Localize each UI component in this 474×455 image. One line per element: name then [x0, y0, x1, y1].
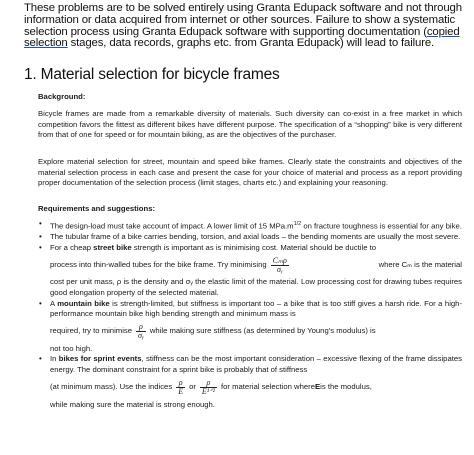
background-para-2: Explore material selection for street, mountain and speed bike frames. Clearly state the constraints and objectives of the material selection process in each case and present the case for your choice of material and process as a report providing proper documentation of the selection process (limit stages, charts etc.) and explaining your reasoning. — [38, 157, 462, 188]
req4-bold: mountain bike — [57, 298, 110, 308]
req5-bold-e: E — [315, 382, 321, 392]
requirement-item-street-bike — [38, 243, 462, 299]
mountain-index-denominator: σᵧ — [138, 331, 144, 341]
req1-text-b: on fracture toughness is essential for any bike. — [301, 221, 462, 231]
req3-text-e: cost per unit mass, ρ is the density and σᵧ the elastic limit of the material. Low processing cost for drawing tubes requires good elongation property of the selected material. — [50, 277, 462, 297]
street-index-denominator: σᵧ — [276, 264, 283, 274]
req5-equation-line — [50, 376, 462, 400]
requirement-item-bending — [38, 232, 462, 243]
req3-bold: street bike — [93, 242, 132, 252]
intro-text-1: These problems are to be solved entirely using Granta Edupack software and not through information or data acquired from internet or other sources. Failure to show a systematic selection process using Granta Edupack software with supporting documentation ( — [24, 2, 462, 38]
req1-sup: 1/2 — [293, 221, 302, 227]
mountain-bike-index-fraction — [136, 323, 146, 340]
intro-text-2: stages, data records, graphs etc. from Granta Edupack) will lead to failure. — [67, 37, 435, 50]
street-index-numerator: Cₘρ — [272, 255, 287, 265]
requirements-list — [38, 219, 462, 410]
req1-text-a: The design-load must take account of impact. A lower limit of 15 MPa.m — [50, 221, 294, 231]
req3-equation-line — [50, 253, 462, 277]
req4-text-b: is strength-limited, but stiffness is important too – a bike that is too stiff gives a harsh ride. For a high-performance mountain bike high bending strength and minimum mass is — [50, 298, 463, 319]
req3-text-b: strength is important as is minimising cost. Material should be ductile to — [131, 242, 377, 252]
requirements-heading-text: Requirements and suggestions: — [38, 204, 156, 213]
requirement-item-sprint-bike — [38, 354, 462, 410]
intro-paragraph — [24, 3, 472, 50]
req4-text-e: not too high. — [50, 343, 93, 353]
sprint-index-fraction-1 — [176, 379, 185, 396]
req3-text-c: process into thin-walled tubes for the bike frame. Try minimising — [50, 260, 267, 270]
req4-text-c: required, try to minimise — [50, 326, 133, 336]
req5-bold: bikes for sprint events — [58, 354, 142, 364]
req5-text-a: In — [50, 354, 59, 364]
sprint-index2-denominator: E¹ᐟ² — [201, 387, 215, 396]
req3-text-d: where Cₘ is the material — [378, 260, 462, 270]
req5-text-b: , stiffness can be the most important consideration – excessive flexing of the frame dissipates energy. The dominant constraint for a sprint bike is probably that of stiffness — [50, 354, 462, 374]
req5-or: or — [189, 382, 196, 392]
requirement-item-mountain-bike — [38, 299, 462, 355]
background-heading — [38, 92, 462, 103]
req2-text: The tubular frame of a bike carries bending, torsion, and axial loads – the bending moments are usually the most severe. — [50, 232, 461, 242]
req3-text-a: For a cheap — [50, 242, 94, 252]
intro-underlined-copied: copied — [426, 25, 460, 38]
intro-underlined-selection: selection — [24, 37, 68, 50]
req4-text-a: A — [50, 298, 58, 308]
req4-equation-line — [50, 320, 462, 344]
section-title: 1. Material selection for bicycle frames — [24, 66, 280, 83]
mountain-index-numerator: ρ — [136, 323, 146, 332]
requirements-heading — [38, 204, 462, 215]
sprint-index2-numerator: ρ — [200, 379, 217, 388]
req5-text-d2: is the modulus, — [320, 382, 372, 392]
sprint-index1-denominator: E — [178, 387, 184, 396]
background-para-1: Bicycle frames are made from a remarkable diversity of materials. Such diversity can co-exist in a free market in which competition favors the fittest as different bikes have different purpose. The specification of a “shopping” bike is very different from that of one for speed or for mountain biking, as are the objectives of the purchaser. — [38, 109, 462, 140]
street-bike-index-fraction — [271, 257, 289, 274]
sprint-index1-numerator: ρ — [176, 379, 185, 388]
req4-text-d: while making sure stiffness (as determined by Young’s modulus) is — [149, 326, 376, 336]
sprint-index-fraction-2 — [200, 379, 217, 396]
background-heading-text: Background: — [38, 92, 86, 101]
requirement-item-toughness — [38, 219, 462, 232]
req5-text-e: while making sure the material is strong enough. — [50, 399, 215, 409]
requirements-list-container — [38, 219, 462, 410]
req5-text-d: for material selection where — [221, 382, 315, 392]
req5-text-c: (at minimum mass). Use the indices — [50, 382, 173, 392]
